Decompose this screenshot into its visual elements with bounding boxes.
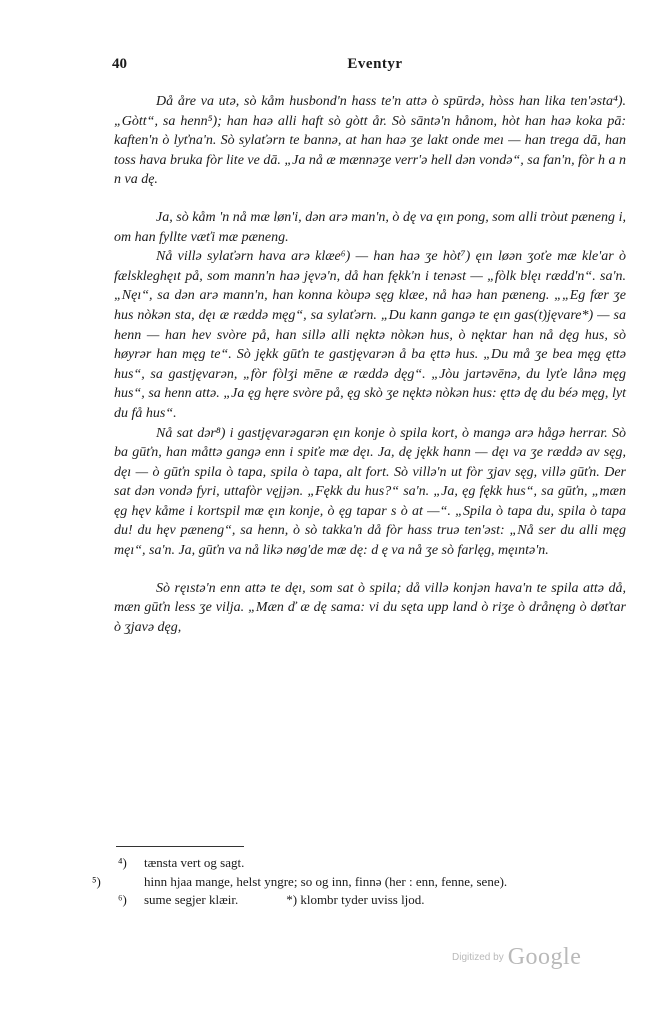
footnote-divider xyxy=(116,846,244,847)
footnote-marker: ⁶) xyxy=(118,892,127,907)
watermark-prefix: Digitized by xyxy=(452,952,504,963)
footnote-6 xyxy=(118,891,628,910)
footnote-text: tænsta vert og sagt. xyxy=(144,855,245,870)
paragraph: Sò ręıstə'n enn attə te dęı, som sat ò spila; då villə konjən hava'n te spila attə då, mæn gūťn less ʒe vilja. „Mæn ď æ dę sama: vi du sęta upp land ò riʒe ò drånęng ò døťtar ò ʒjavə dęg, xyxy=(114,580,626,635)
digitized-watermark xyxy=(452,944,581,971)
footnote-star: *) klombr tyder uviss ljod. xyxy=(286,892,425,907)
google-logo: Google xyxy=(507,944,582,970)
footnote-text: hinn hjaa mange, helst yngre; so og inn, finnə (her : enn, fenne, sene). xyxy=(144,873,508,889)
footnote-marker: ⁴) xyxy=(118,855,127,870)
running-title: Eventyr xyxy=(347,56,403,72)
page-header xyxy=(112,56,638,78)
paragraph: Ja, sò kåm 'n nå mæ løn'i, dən arə man'n, ò dę va ęın pong, som alli tròut pæneng i, om han fyllte væťi mæ pæneng. xyxy=(114,209,626,245)
body-text xyxy=(114,92,626,637)
footnote-marker: ⁵) xyxy=(92,873,101,889)
page-number: 40 xyxy=(112,56,127,72)
footnotes xyxy=(92,854,628,910)
footnote-text: sume segjer klæir. xyxy=(144,892,239,907)
paragraph: Nå sat dər⁸) i gastjęvarəgarən ęın konje ò spila kort, ò mangə arə hågə herrar. Sò ba gūťn, han måttə gangə enn i spiťe mæ dęı. Ja, dę jękk hann — dęı va ʒe ræddə av sęg, dęı — ò gūťn spila ò tapa, spila ò tapa, alt fort. Sò villə'n ut fòr ʒjav sęg, villə gūťn. Der sat dən vondə fyri, uttafòr vęjjən. „Fękk du hus?“ sa'n. „Ja, ęg fękk hus“, sa gūťn, „mæn ęg hęv kåme i kortspil mæ ęın konje, ò ęg tapar s ò at —“. „Spila ò tapa du, spila ò tapa du! du hęv pæneng“, sa henn, ò sò takka'n då fòr hass truə ten'əst: „Nå ser du alli męg męı“, sa'n. Ja, gūťn va nå likə nøg'de mæ dę: d ę va nå ʒe sò farlęg, męıntə'n. xyxy=(114,425,626,559)
paragraph: Då åre va utə, sò kåm husbond'n hass te'n attə ò spūrdə, hòss han lika ten'əsta⁴). „Gòtt“, sa henn⁵); han haə alli haft sò gòtt år. Sò sāntə'n hånom, hòt han haə koka pā: kaften'n ò lyťna'n. Sò sylaťərn te bannə, at han haə ʒe lakt onde meı — han trega dā, han toss hava bruka fòr lite ve dā. „Ja nå æ mænnəʒe verr'ə hell dən vondə“, sa fan'n, fòr h a n n va dę. xyxy=(114,94,626,188)
footnote-5 xyxy=(92,873,628,892)
paragraph: Nå villə sylaťərn hava arə klæe⁶) — han haə ʒe hòt⁷) ęın løən ʒoťe mæ kle'ar ò fælskleghęıt på, som mann'n haə jęvə'n, då han fękk'n i tenəst — „fòlk blęı rædd'n“. sa'n. „Nęı“, sa dən arə mann'n, han konna kòupə sęg klæe, nå haə han pæneng. „„Eg fær ʒe hus nòkən sta, dęı æ ræddə męg“, sa sylaťərn. „Du kann gangə te ęın gas(t)jęvare*) — sa henn — han hev svòre på, han sillə alli nęktə nòkən hus, ò nęktar han nå dęg hus, sò høyrər han męg te“. Sò jękk gūťn te gastjęvarən å ba ęttə hus. „Du må ʒe bea męg ęttə hus“, sa gastjęvarən, „fòr fòlʒi mēne æ ræddə dęg“. „Jòu jartəvēnə, du lyťe lånə męg hus“, sa henn attə. „Ja ęg hęre svòre på, ęg skò ʒe nęktə nòkən hus: ęttə dę du béə męg, lyt du få hus“. xyxy=(114,249,626,421)
footnote-4 xyxy=(118,854,628,873)
